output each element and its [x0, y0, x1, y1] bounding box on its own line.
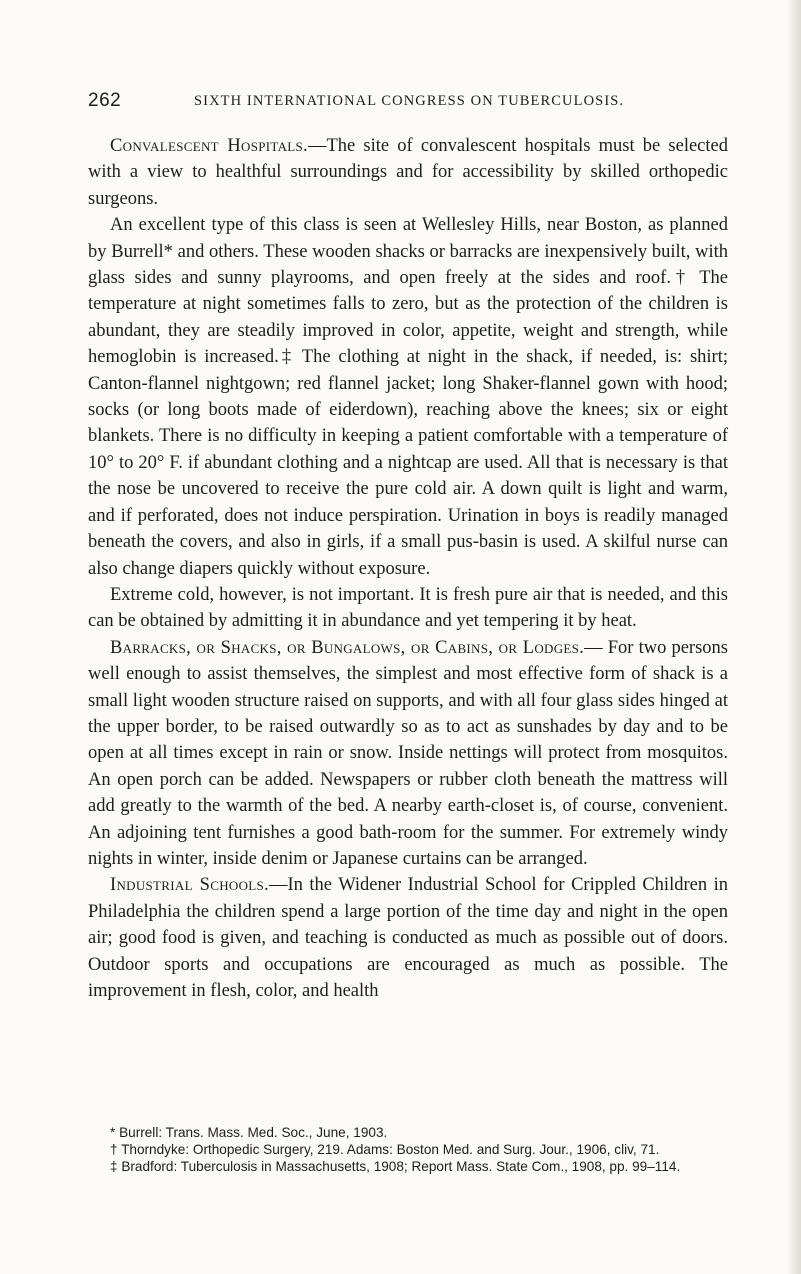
paragraph-text: An excellent type of this class is seen at Wellesley Hills, near Boston, as planned by Burrell* and others. These wooden shacks or barracks are inexpensively built, with glass sides and sunny playrooms, and open freely at the sides and roof.† The temperature at night sometimes falls to zero, but as the protection of the children is abundant, they are steadily improved in color, appetite, weight and strength, while hemoglobin is increased.‡ The clothing at night in the shack, if needed, is: shirt; Canton-flannel nightgown; red flannel jacket; long Shaker-flannel gown with hood; socks (or long boots made of eiderdown), reaching above the knees; six or eight blankets. There is no difficulty in keeping a patient comfortable with a temperature of 10° to 20° F. if abundant clothing and a nightcap are used. All that is necessary is that the nose be uncovered to receive the pure cold air. A down quilt is light and warm, and if perforated, does not induce perspiration. Urination in boys is readily managed beneath the covers, and also in girls, if a small pus-basin is used. A skilful nurse can also change diapers quickly without exposure. — [88, 215, 728, 579]
paragraph-wellesley-hills — [88, 212, 728, 582]
footnotes — [88, 1124, 728, 1175]
page-header — [88, 90, 728, 116]
paragraph-industrial-schools — [88, 872, 728, 1004]
paragraph-text: — For two persons well enough to assist themselves, the simplest and most effective form of shack is a small light wooden structure raised on supports, and with all four glass sides hinged at the upper border, to be raised outwardly so as to act as sunshades by day and to be open at all times except in rain or snow. Inside nettings will protect from mosquitos. An open porch can be added. Newspapers or rubber cloth beneath the mattress will add greatly to the warmth of the bed. A nearby earth-closet is, of course, convenient. An adjoining tent furnishes a good bath-room for the summer. For extremely windy nights in winter, inside denim or Japanese curtains can be arranged. — [88, 637, 728, 869]
paragraph-text: —The site of convalescent hospitals must be selected with a view to healthful surroundings and for accessibility by skilled orthopedic surgeons. — [88, 136, 728, 209]
paragraph-barracks — [88, 635, 728, 873]
footnote-burrell: * Burrell: Trans. Mass. Med. Soc., June, 1903. — [110, 1125, 388, 1140]
paragraph-extreme-cold — [88, 582, 728, 635]
footnote-bradford: ‡ Bradford: Tuberculosis in Massachusetts, 1908; Report Mass. State Com., 1908, pp. 99–114. — [110, 1159, 681, 1174]
section-heading: Barracks, or Shacks, or Bungalows, or Cabins, or Lodges. — [110, 637, 585, 658]
paragraph-convalescent-hospitals — [88, 133, 728, 212]
paragraph-text: Extreme cold, however, is not important. It is fresh pure air that is needed, and this can be obtained by admitting it in abundance and yet tempering it by heat. — [88, 584, 728, 632]
page-number: 262 — [88, 90, 122, 111]
paragraph-text: —In the Widener Industrial School for Crippled Children in Philadelphia the children spend a large portion of the time day and night in the open air; good food is given, and teaching is conducted as much as possible out of doors. Outdoor sports and occupations are encouraged as much as possible. The improvement in flesh, color, and health — [88, 875, 728, 1001]
running-head: SIXTH INTERNATIONAL CONGRESS ON TUBERCULOSIS. — [194, 93, 625, 109]
page-edge-shadow — [787, 0, 801, 1274]
footnote-thorndyke: † Thorndyke: Orthopedic Surgery, 219. Adams: Boston Med. and Surg. Jour., 1906, cliv, 71. — [110, 1142, 660, 1157]
section-heading: Convalescent Hospitals. — [110, 136, 308, 156]
section-heading: Industrial Schools. — [110, 875, 269, 896]
body-text — [88, 133, 728, 1004]
